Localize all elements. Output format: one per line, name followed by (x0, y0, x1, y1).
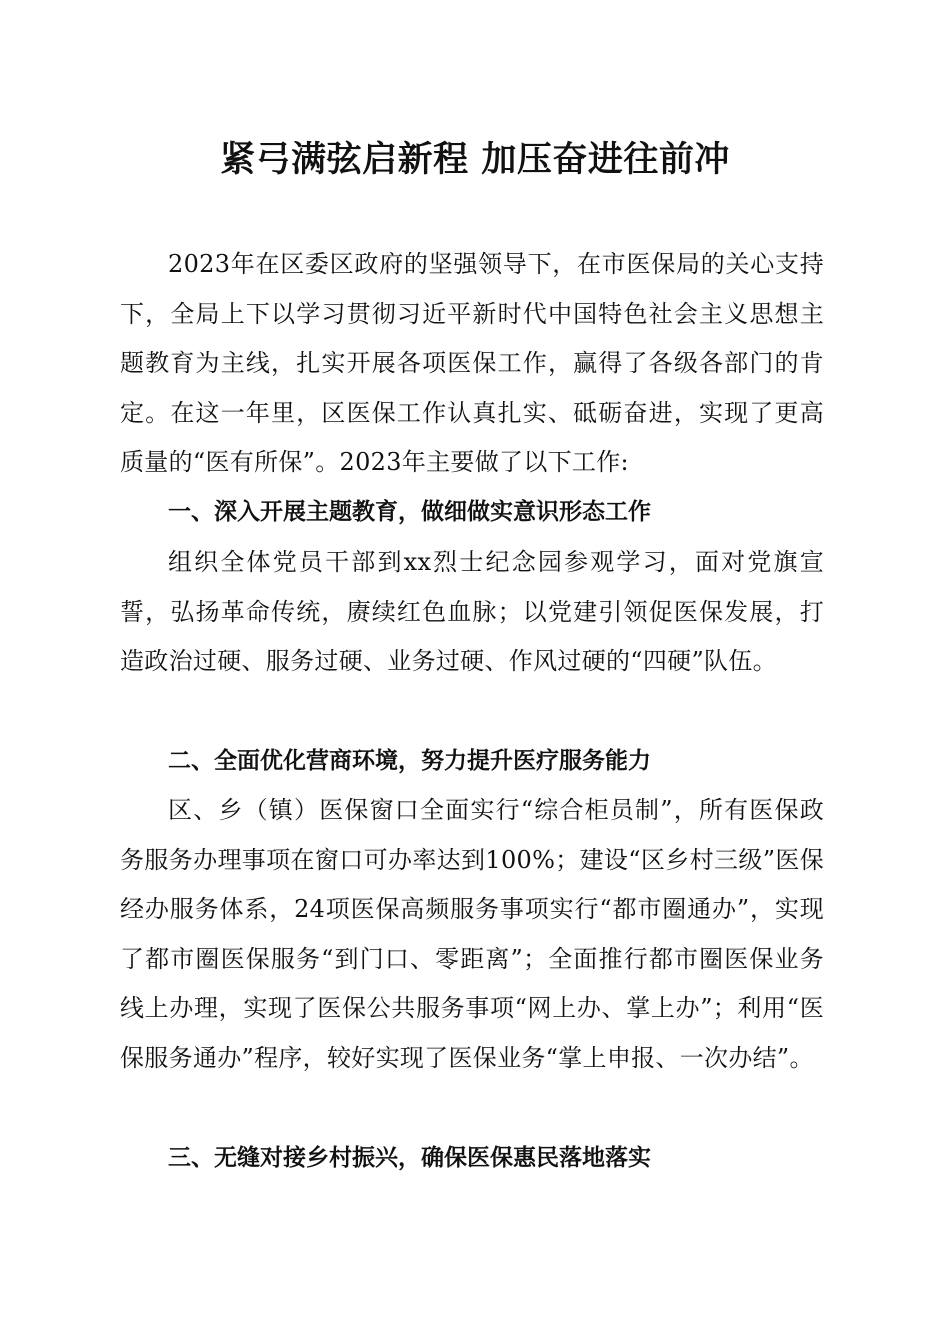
intro-paragraph: 2023年在区委区政府的坚强领导下，在市医保局的关心支持下，全局上下以学习贯彻习近平新时代中国特色社会主义思想主题教育为主线，扎实开展各项医保工作，赢得了各级各部门的肯定。在这一年里，区医保工作认真扎实、砥砺奋进，实现了更高质量的“医有所保”。2023年主要做了以下工作: (120, 250, 824, 476)
section-heading-2: 二、全面优化营商环境，努力提升医疗服务能力 (168, 748, 651, 774)
section-heading-3: 三、无缝对接乡村振兴，确保医保惠民落地落实 (168, 1145, 651, 1171)
section-heading-1: 一、深入开展主题教育，做细做实意识形态工作 (168, 499, 651, 525)
section-paragraph-2: 区、乡（镇）医保窗口全面实行“综合柜员制”，所有医保政务服务办理事项在窗口可办率达到100%；建设“区乡村三级”医保经办服务体系，24项医保高频服务事项实行“都市圈通办”，实现了都市圈医保服务“到门口、零距离”；全面推行都市圈医保业务线上办理，实现了医保公共服务事项“网上办、掌上办”；利用“医保服务通办”程序，较好实现了医保业务“掌上申报、一次办结”。 (120, 796, 824, 1072)
document-title: 紧弓满弦启新程 加压奋进往前冲 (220, 139, 730, 180)
section-paragraph-1: 组织全体党员干部到xx烈士纪念园参观学习，面对党旗宣誓，弘扬革命传统，赓续红色血脉；以党建引领促医保发展，打造政治过硬、服务过硬、业务过硬、作风过硬的“四硬”队伍。 (120, 548, 824, 675)
